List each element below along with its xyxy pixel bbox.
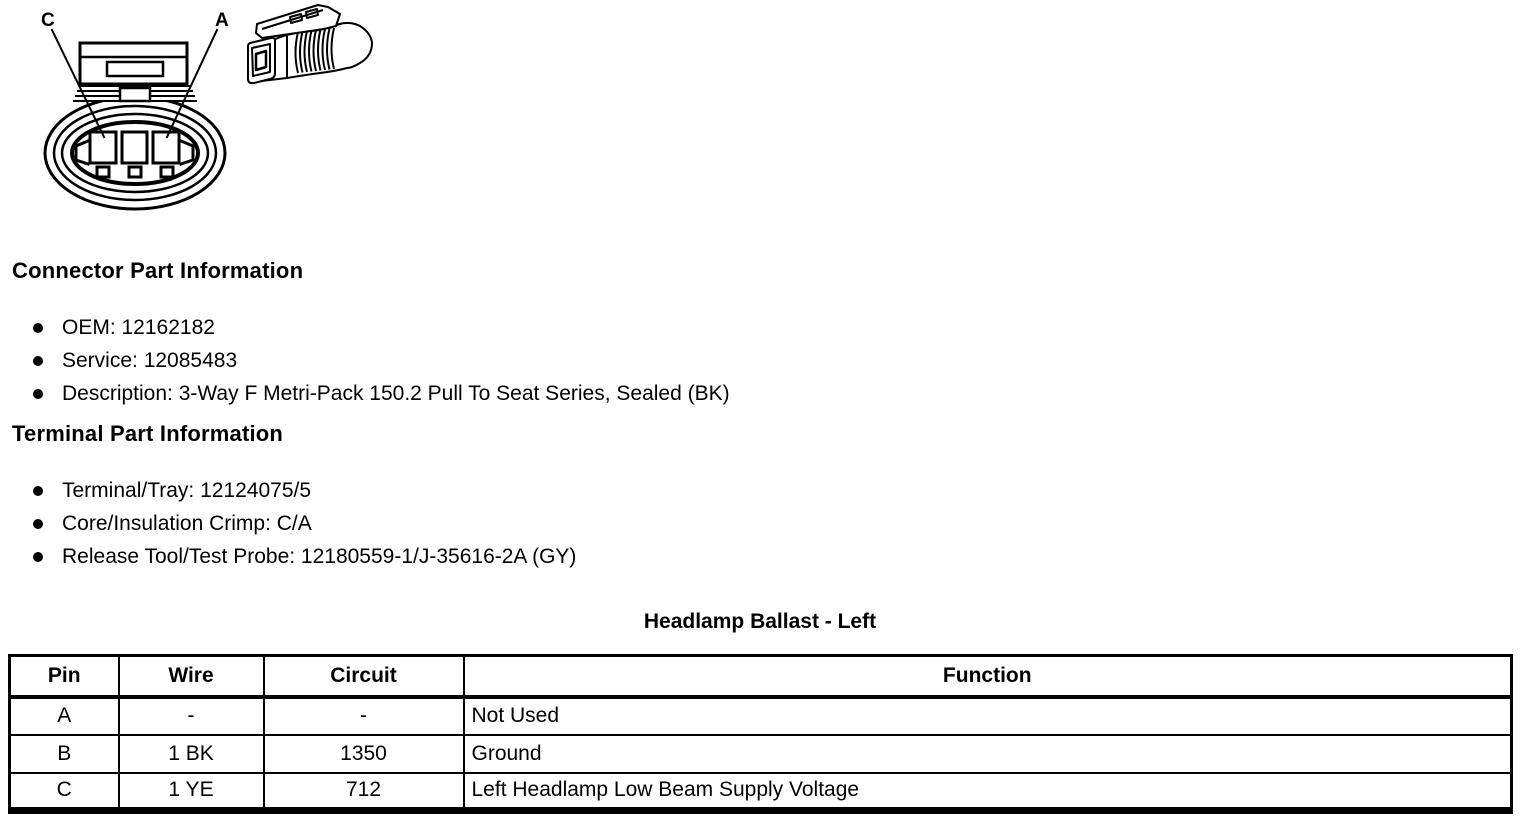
- function-cell: Left Headlamp Low Beam Supply Voltage: [464, 773, 1512, 811]
- list-item: [33, 507, 576, 540]
- bullet-icon: [33, 389, 43, 399]
- function-cell: Ground: [464, 735, 1512, 773]
- pin-cell: A: [10, 697, 119, 735]
- function-cell: Not Used: [464, 697, 1512, 735]
- pin-label-c: C: [41, 10, 55, 31]
- list-item-text: Release Tool/Test Probe: 12180559-1/J-35616-2A (GY): [62, 544, 577, 568]
- connector-front-view-diagram: [41, 10, 229, 209]
- table-row: [10, 697, 1512, 735]
- pin-cell: C: [10, 773, 119, 811]
- connector-part-info-list: [33, 311, 730, 410]
- list-item-text: Terminal/Tray: 12124075/5: [62, 478, 312, 502]
- wire-cell: 1 BK: [119, 735, 264, 773]
- list-item-text: OEM: 12162182: [62, 315, 215, 339]
- table-row: [10, 735, 1512, 773]
- pinout-table: [8, 654, 1513, 814]
- header-circuit: Circuit: [264, 656, 464, 697]
- wire-cell: 1 YE: [119, 773, 264, 811]
- bullet-icon: [33, 356, 43, 366]
- header-wire: Wire: [119, 656, 264, 697]
- table-row: [10, 773, 1512, 811]
- terminal-part-info-list: [33, 474, 576, 573]
- connector-part-info-heading: Connector Part Information: [12, 258, 304, 283]
- header-pin: Pin: [10, 656, 119, 697]
- list-item: [33, 344, 730, 377]
- list-item: [33, 474, 576, 507]
- bullet-icon: [33, 486, 43, 496]
- circuit-cell: 1350: [264, 735, 464, 773]
- circuit-cell: 712: [264, 773, 464, 811]
- bullet-icon: [33, 323, 43, 333]
- pin-label-a: A: [215, 10, 229, 31]
- connector-diagrams: [0, 0, 400, 235]
- wire-cell: -: [119, 697, 264, 735]
- list-item: [33, 540, 576, 573]
- list-item-text: Description: 3-Way F Metri-Pack 150.2 Pull To Seat Series, Sealed (BK): [62, 381, 730, 405]
- terminal-part-info-heading: Terminal Part Information: [12, 421, 284, 446]
- list-item-text: Core/Insulation Crimp: C/A: [62, 511, 312, 535]
- list-item: [33, 377, 730, 410]
- connector-side-view-diagram: [248, 5, 372, 83]
- bullet-icon: [33, 552, 43, 562]
- pinout-table-title: Headlamp Ballast - Left: [643, 610, 877, 633]
- header-function: Function: [464, 656, 1512, 697]
- pin-cell: B: [10, 735, 119, 773]
- bullet-icon: [33, 519, 43, 529]
- list-item-text: Service: 12085483: [62, 348, 238, 372]
- table-header-row: [10, 656, 1512, 697]
- list-item: [33, 311, 730, 344]
- circuit-cell: -: [264, 697, 464, 735]
